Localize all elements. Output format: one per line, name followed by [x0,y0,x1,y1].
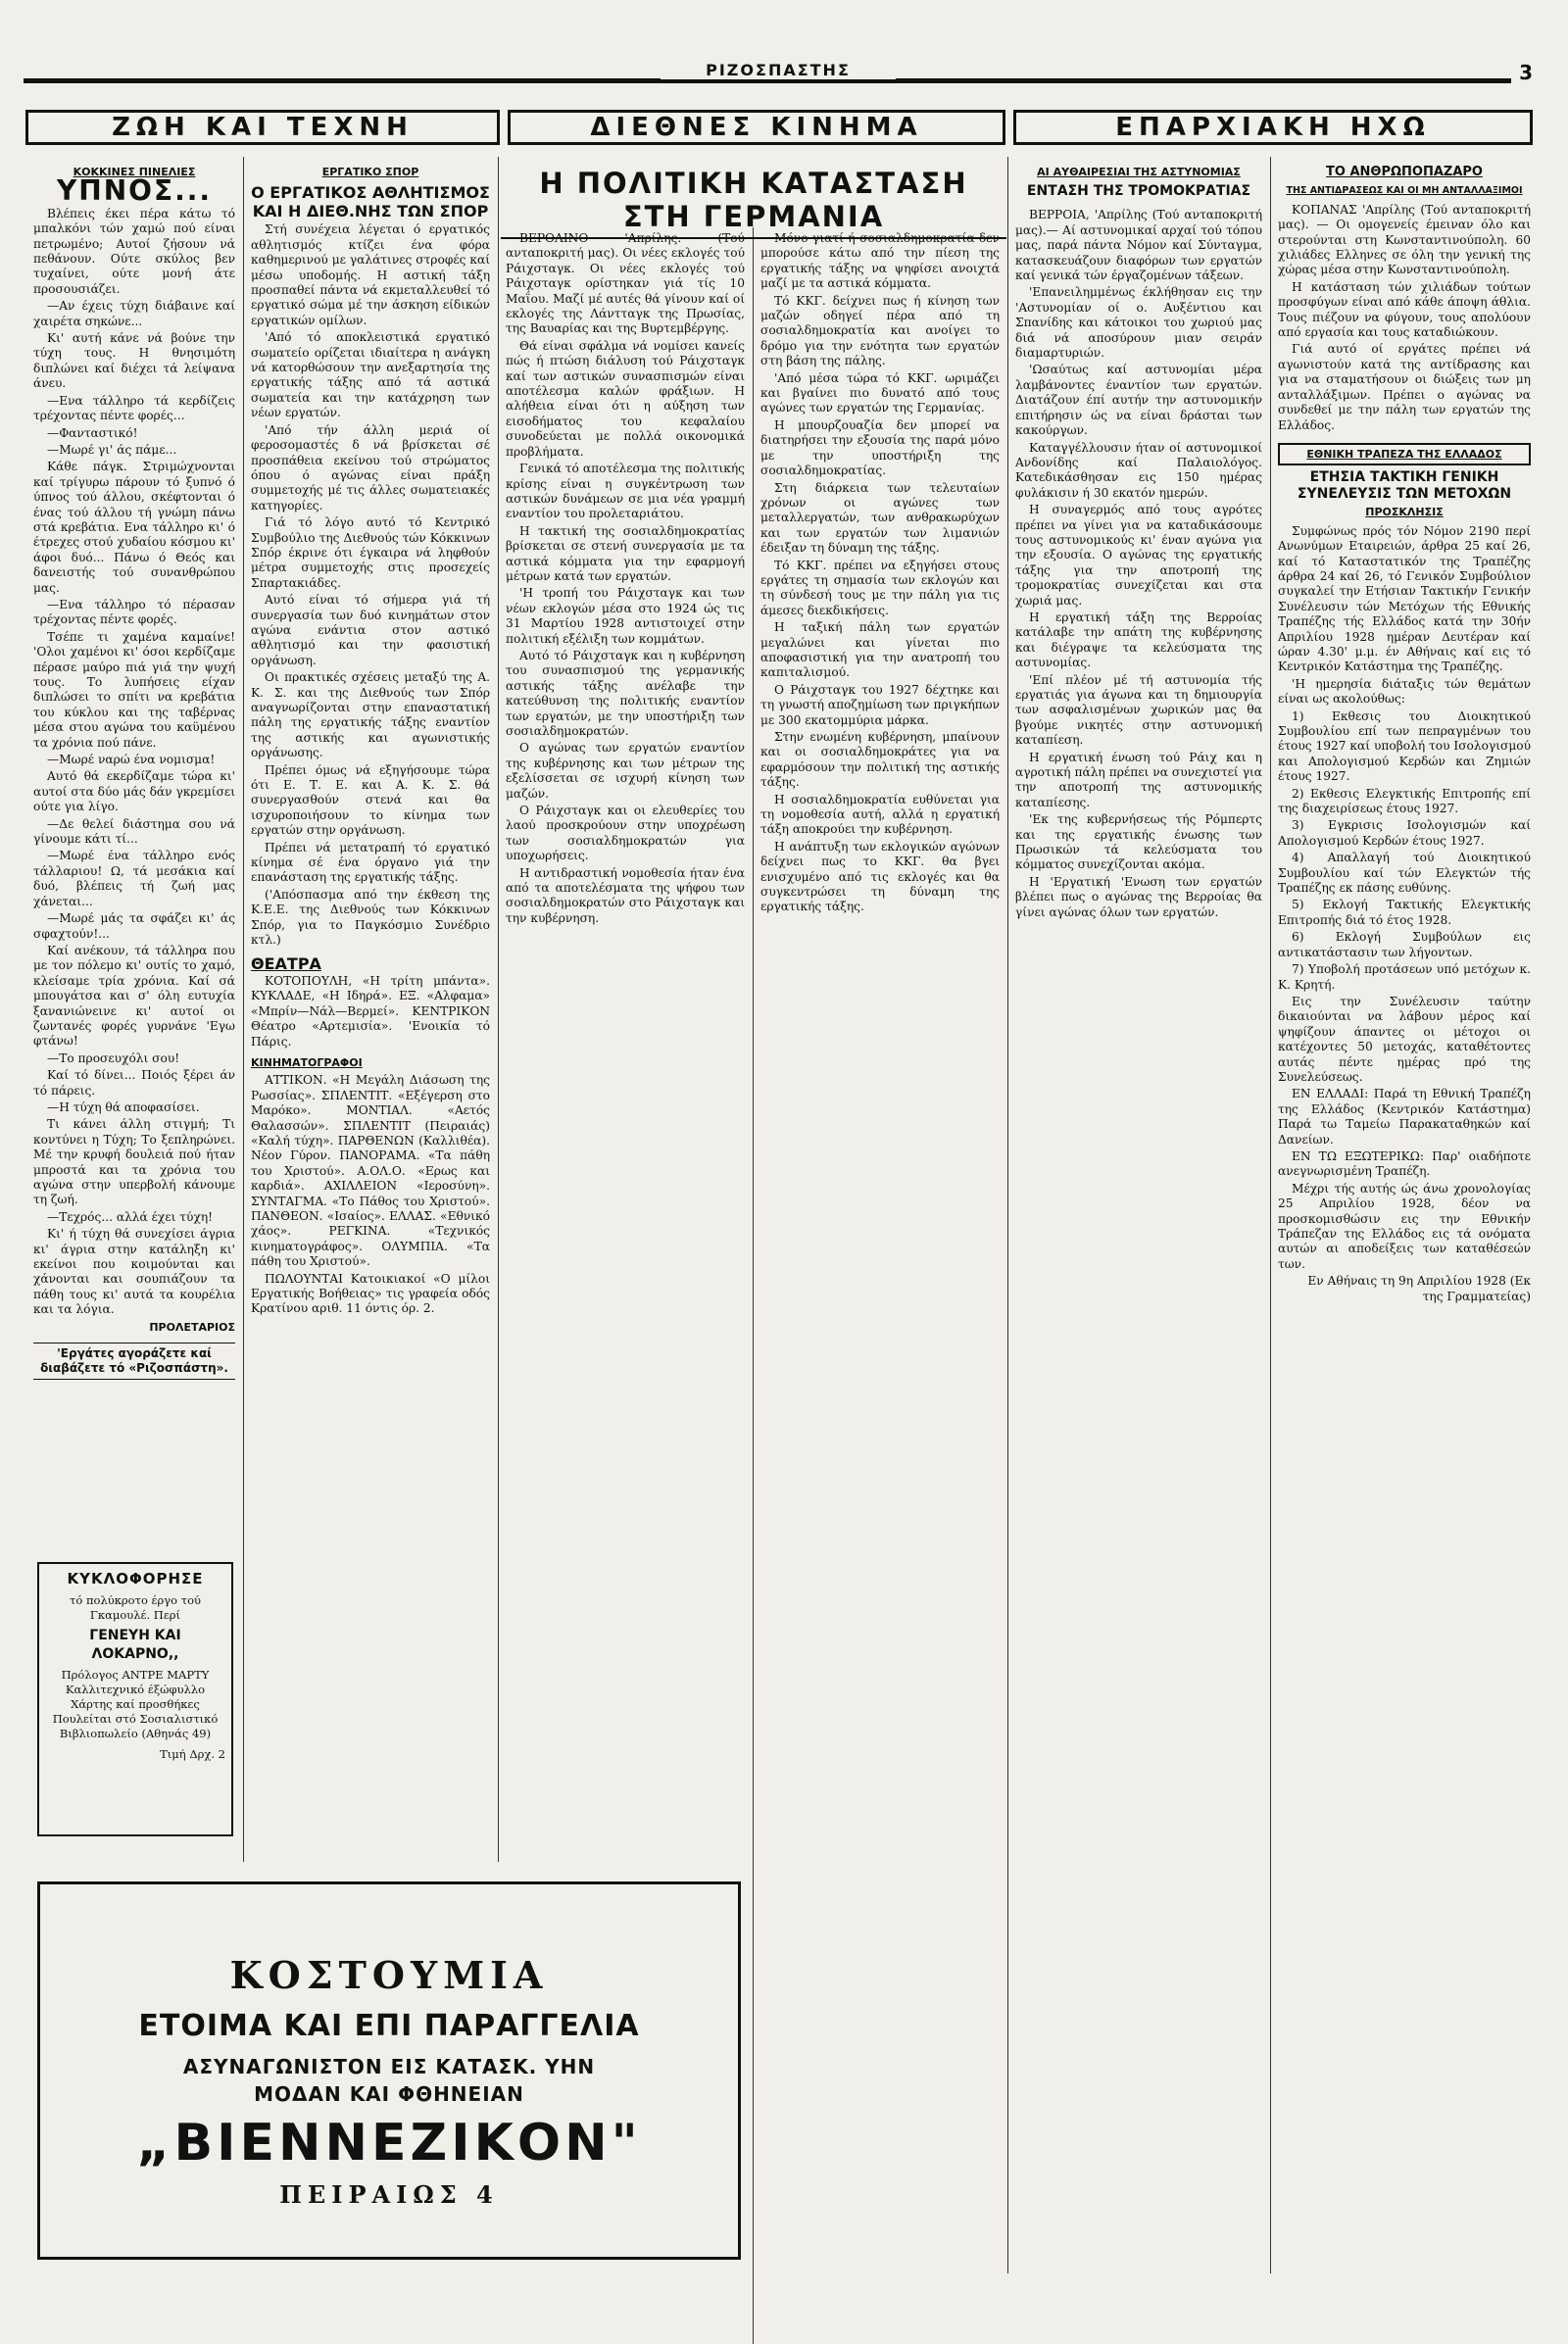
paragraph: —Ενα τάλληρο τά κερδίζεις τρέχοντας πέντε φορές... [33,393,235,423]
paragraph: Θά είναι σφάλμα νά νομίσει κανείς πώς ή πτώση διάλυση τού Ράιχσταγκ καί των αστικών συνασπισμών είναι αποτέλεσμα καλών φράξιων. Η αλήθεια είναι ότι η αύξηση των εισοδήματος του κεφαλαίου συνοδεύεται με πολλά οικονομικά προβλήματα. [506,338,745,459]
paragraph: Η σοσιαλδημοκρατία ευθύνεται για τη νομοθεσία αυτή, αλλά η εργατική τάξη αποκρούει την κυβέρνηση. [760,792,1000,837]
article-sleep [33,165,235,1556]
ad-text: Καλλιτεχνικό έξώφυλλο Χάρτης καί προσθήκες Πουλείται στό Σοσιαλιστικό Βιβλιοπωλείο (Αθηνάς 49) [52,1683,219,1740]
ad-line: ΑΣΥΝΑΓΩΝΙΣΤΟΝ ΕΙΣ ΚΑΤΑΣΚ. ΥΗΝ [182,2055,596,2078]
paragraph: Στη διάρκεια των τελευταίων χρόνων οι αγώνες των μεταλλεργατών, των ανθρακωρύχων και των εργατών των λιμανιών έδειξαν τη δύναμη της τάξης. [760,480,1000,556]
cinemas-listing: ΑΤΤΙΚΟΝ. «Η Μεγάλη Διάσωση της Ρωσσίας». ΣΠΛΕΝΤΙΤ. «Εξέγερση στο Μαρόκο». ΜΟΝΤΙΑΛ. «Αετός Θαλασσών». ΣΠΛΕΝΤΙΤ (Πειραιάς) «Καλή τύχη». ΠΑΡΘΕΝΩΝ (Καλλιθέα). Νέον Γύρον. ΠΑΝΟΡΑΜΑ. «Τα πάθη του Χριστού». Α.ΟΛ.Ο. «Ερως και καρδιά». ΑΧΙΛΛΕΙΟΝ «Ιεροσύνη». ΣΥΝΤΑΓΜΑ. «Το Πάθος του Χριστού». ΠΑΝΘΕΟΝ. «Ισαίος». ΕΛΛΑΣ. «Εθνικό χάος». ΡΕΓΚΙΝΑ. «Τεχνικός κινηματογράφος». ΟΛΥΜΠΙΑ. «Τα πάθη του Χριστού». [251,1073,490,1269]
paragraph: ΕΝ ΕΛΛΑΔΙ: Παρά τη Εθνική Τραπέζη της Ελλάδος (Κεντρικόν Κατάστημα) Παρά τω Ταμείω Παρακαταθηκών καί Δανείων. [1278,1087,1531,1147]
paragraph: —Ενα τάλληρο τό πέρασαν τρέχοντας πέντε φορές. [33,597,235,627]
paragraph: Η εργατική τάξη της Βερροίας κατάλαβε την απάτη της κυβέρνησης και διέγραψε τα κελεύσματα της αστυνομίας. [1015,610,1262,670]
article-kicker: ΚΟΚΚΙΝΕΣ ΠΙΝΕΛΙΕΣ [73,166,196,178]
paragraph: Η συναγερμός από τους αγρότες πρέπει να γίνει για να καταδικάσουμε τους αστυνομικούς κι' έναν αγώνα για την εξουσία. Ο αγώνας της εργατικής τάξης για την αποτροπή της τρομοκρατίας συνεχίζεται και στα χωριά μας. [1015,503,1262,608]
paragraph: 'Επί πλέον μέ τή αστυνομία τής εργατιάς για άγωνα και τη δημιουργία των ασφαλισμένων χωρικών μας θα βγούμε νικητές στην αστυνομική καταπίεση. [1015,672,1262,748]
paragraph: 'Επανειλημμένως έκλήθησαν εις την 'Αστυνομίαν οί ο. Αυξέντιου και Σπανίδης και κάτοικοι του χωριού μας διά νά αποσύρουν μιαν σειράν διαμαρτυριών. [1015,285,1262,361]
section-header-international-movement: ΔΙΕΘΝΕΣ ΚΙΝΗΜΑ [508,110,1005,145]
cinemas-heading: ΚΙΝΗΜΑΤΟΓΡΑΦΟΙ [251,1055,363,1069]
page-number: 3 [1511,61,1533,84]
column-divider [498,157,499,1862]
paragraph: Κι' αυτή κάνε νά βούνε την τύχη τους. Η θνησιμότη διπλώνει καί διέχει τά λείψανα άνευ. [33,331,235,391]
article-germany-part-2 [760,231,1000,2270]
agenda-item: 4) Απαλλαγή τού Διοικητικού Συμβουλίου καί τών Ελεγκτών τής Τραπέζης εκ πάσης ευθύνης. [1278,851,1531,896]
paragraph: Οι πρακτικές σχέσεις μεταξύ της Α. Κ. Σ. και της Διεθνούς των Σπόρ αναγνωρίζονται στην επαναστατική πάλη της εργατικής τάξης εναντίον της αστικής και αγωνιστικής οργάνωσης. [251,670,490,760]
paragraph: Η εργατική ένωση τού Ράιχ και η αγροτική πάλη πρέπει να συνεχιστεί για την αποτροπή της αστυνομικής καταπίεσης. [1015,750,1262,809]
column-divider [753,227,754,2344]
article-kicker: ΕΡΓΑΤΙΚΟ ΣΠΟΡ [321,166,419,178]
paragraph: —Μωρέ ναρώ ένα νομισμα! [47,753,216,767]
paragraph: Στή συνέχεια λέγεται ό εργατικός αθλητισμός κτίζει ένα φόρα καθημερινού με γαλάτινες στροφές καί μέσω υποδομής. Η αστική τάξη προσπαθεί πάντα νά εκμεταλλευθεί τό εργατικό σώμα μέ την άσκηση είδικών εργατικών ομίλων. [251,222,490,327]
paragraph: —Μωρέ ένα τάλληρο ενός τάλλαριου! Ω, τά μεσάκια καί δυό, βλέπεις τή ζωή μας χάνεται... [33,849,235,908]
masthead [24,61,1533,90]
paragraph: Αυτό θά εκερδίζαμε τώρα κι' αυτοί στα δύο μάς δάν γκρεμίσει ούτε για λίγο. [33,769,235,814]
paragraph: ΒΕΡΟΛΙΝΟ 'Απρίλης. (Τού ανταποκριτή μας). Οι νέες εκλογές τού Ράιχσταγκ. Οι νέες εκλογές τού Ράιχσταγκ ορίστηκαν γιά τίς 10 Μαΐου. Μαζί μέ αυτές θά γίνουν καί οί εκλογές της Λάντταγκ της Πρωσίας, της Βαυαρίας και της Βυρτεμβέργης. [506,231,745,336]
paragraph: Καί ανέκουν, τά τάλληρα που με τον πόλεμο κι' ουτίς το χαμό, κλείσαμε τρία χρόνια. Καί σά μπουγάτσα και σ' όλη ευτυχία ξανανιώνεινε κι' αυτοί οι ζωντανές φορές γυρνάνε 'Εγω φτάνω! [33,943,235,1049]
ad-line: ΜΟΔΑΝ ΚΑΙ ΦΘΗΝΕΙΑΝ [254,2082,524,2106]
paragraph: Η ανάπτυξη των εκλογικών αγώνων δείχνει πως το ΚΚΓ. θα βγει ενισχυμένο από τις εκλογές και θα συγκεντρώσει τη δύναμη της εργατικής τάξης. [760,839,1000,914]
theatres-listing: ΚΟΤΟΠΟΥΛΗ, «Η τρίτη μπάντα». ΚΥΚΛΑΔΕ, «Η Ιδηρά». ΕΞ. «Αλφαμα» «Μπρίν—Νάλ—Βερμεί». ΚΕΝΤΡΙΚΟΝ Θέατρο «Αρτεμισία». 'Ενοικία τό Πάρις. [251,973,490,1049]
paragraph: ('Απόσπασμα από την έκθεση της Κ.Ε.Ε. της Διεθνούς των Κόκκινων Σπόρ, για το Παγκόσμιο Συνέδριο κτλ.) [251,887,490,948]
paragraph: —Φανταστικό! [47,425,138,440]
paragraph: —Αν έχεις τύχη διάβαινε καί χαιρέτα σηκώνε... [33,299,235,328]
germany-headline: Η ΠΟΛΙΤΙΚΗ ΚΑΤΑΣΤΑΣΗ ΣΤΗ ΓΕΡΜΑΝΙΑ [501,167,1006,239]
paragraph: —Δε θελεί διάστημα σου νά γίνουμε κάτι τί... [33,816,235,847]
paragraph: Πρέπει νά μετατραπή τό εργατικό κίνημα σέ ένα όργανο γιά την επανάσταση της εργατικής τάξης. [251,840,490,885]
article-kicker: ΑΙ ΑΥΘΑΙΡΕΣΙΑΙ ΤΗΣ ΑΣΤΥΝΟΜΙΑΣ [1037,166,1241,178]
paragraph: Εις την Συνέλευσιν ταύτην δικαιούνται να λάβουν μέρος καί ψηφίζουν άπαντες οι μέτοχοι οι κατέχοντες 50 μετοχάς, καταθέτοντες αυτάς πέντε ημέρας πρό της Συνελεύσεως. [1278,994,1531,1084]
paragraph: —Μωρέ μάς τα σφάζει κι' άς σφαχτούν!... [33,911,235,941]
paragraph: Αυτό τό Ράιχσταγκ και η κυβέρνηση του συνασπισμού της γερμανικής αστικής τάξης ανέλαβε την κατεύθυνση της πολιτικής εναντίον των εργατών, με την υποστήριξη των σοσιαλδημοκρατών. [506,648,745,738]
agenda-item: 6) Εκλογή Συμβούλων εις αντικατάστασιν των λήγοντων. [1278,930,1531,959]
bank-subtitle: ΠΡΟΣΚΛΗΣΙΣ [1365,506,1444,519]
paragraph: Καί τό δίνει... Ποιός ξέρει άν τό πάρεις. [33,1068,235,1098]
ad-book-title: ΓΕΝΕΥΗ ΚΑΙ ΛΟΚΑΡΝΟ,, [89,1628,181,1662]
agenda-item: 5) Εκλογή Τακτικής Ελεγκτικής Επιτροπής διά τό έτος 1928. [1278,898,1531,927]
paragraph: 'Ωσαύτως καί αστυνομίαι μέρα λαμβάνοντες έναντίον των εργατών. Διατάζουν έπί αυτήν την αστυνομικήν επιτήρησιν ώς να είναι δράσται των κακούργων. [1015,363,1262,438]
paragraph: Η 'Εργατική 'Ενωση των εργατών βλέπει πως ο αγώνας της Βερροίας θα γίνει αγώνας όλων των εργατών. [1015,874,1262,919]
article-germany-part-1 [506,231,745,1878]
agenda-item: 2) Εκθεσις Ελεγκτικής Επιτροπής επί της διαχειρίσεως έτους 1927. [1278,786,1531,816]
article-police-terror [1015,165,1262,2262]
sale-notice: ΠΩΛΟΥΝΤΑΙ Κατοικιακοί «Ο μίλοι Εργατικής Βοήθειας» τις γραφεία οδός Κρατίνου αριθ. 11 όντις όρ. 2. [251,1271,490,1316]
paragraph: Στην ενωμένη κυβέρνηση, μπαίνουν και οι σοσιαλδημοκράτες για να εφαρμόσουν την πολιτική της αστικής τάξης. [760,730,1000,790]
paragraph: 'Η ημερησία διάταξις τών θεμάτων είναι ως ακολούθως: [1278,676,1531,707]
column-divider [1270,157,1271,2273]
paragraph: Η μπουρζουαζία δεν μπορεί να διατηρήσει την εξουσία της παρά μόνο με την υποστήριξη της σοσιαλδημοκρατίας. [760,417,1000,478]
agenda-item: 7) Υποβολή προτάσεων υπό μετόχων κ. Κ. Κρητή. [1278,962,1531,992]
column-divider [1007,157,1008,2273]
ad-line: ΕΤΟΙΜΑ ΚΑΙ ΕΠΙ ΠΑΡΑΓΓΕΛΙΑ [138,2009,640,2043]
ad-headline: ΚΟΣΤΟΥΜΙΑ [229,1953,549,1997]
ad-text: τό πολύκροτο έργο τού Γκαμουλέ. Περί [70,1593,201,1622]
article-title: ΕΝΤΑΣΗ ΤΗΣ ΤΡΟΜΟΚΡΑΤΙΑΣ [1026,183,1251,200]
ad-address: ΠΕΙΡΑΙΩΣ 4 [279,2180,499,2209]
paragraph: Κάθε πάγκ. Στριμώχνονται καί τρίγυρω πάρουν τό ξυπνό ό ύπνος τού άλλου, σκέφτονται ό ένας τού άλλου τή γνώμη πάνω στά κρεβάτια. Ενα τάλληρο κι' ό έτρεχες στού χυδαίου κόσμου κι' άφοι δυό... Πάνω ό Θεός και δανειστής τού συνανθρώπου μας. [33,460,235,595]
paragraph: ΒΕΡΡΟΙΑ, 'Απρίλης (Τού ανταποκριτή μας).— Αί αστυνομικαί αρχαί τού τόπου μας, παρά πάντα Νόμον καί Σύνταγμα, κατασκευάζουν διαφόρων των εργατών καί γενικά τών έργαζομένων τάξεων. [1015,208,1262,283]
article-kicker: ΤΟ ΑΝΘΡΩΠΟΠΑΖΑΡΟ [1326,165,1483,179]
bank-kicker: ΕΘΝΙΚΗ ΤΡΑΠΕΖΑ ΤΗΣ ΕΛΛΑΔΟΣ [1278,443,1531,465]
paragraph: —Μωρέ γι' άς πάμε... [47,442,177,457]
column-divider [243,157,244,1862]
reader-notice: 'Εργάτες αγοράζετε καί διαβάζετε τό «Ριζοσπάστη». [33,1343,235,1380]
paragraph: 'Η τροπή του Ράιχσταγκ και των νέων εκλογών μέσα στο 1924 ώς τις 31 Μαρτίου 1928 αντιστοιχεί στην πολιτική εξέλιξη των κομμάτων. [506,586,745,646]
ad-brand: „ΒΙΕΝΝΕΖΙΚΟΝ" [136,2114,642,2173]
paragraph: Ο Ράιχσταγκ και οι ελευθερίες του λαού προσκρούουν στην υποχρέωση των σοσιαλδημοκρατών για υποχωρήσεις. [506,804,745,863]
paragraph: Η ταξική πάλη των εργατών μεγαλώνει και γίνεται πιο αποφασιστική για την ανατροπή του καπιταλισμού. [760,620,1000,680]
theatres-heading: ΘΕΑΤΡΑ [251,953,321,973]
paragraph: 'Εκ της κυβερνήσεως τής Ρόμπερτς και της εργατικής ένωσης των Πρωσικών τά κελεύσματα του κόμματος συνεχίζονται ακόμα. [1015,812,1262,872]
paragraph: —Το προσευχόλι σου! [47,1050,180,1065]
paragraph: Τι κάνει άλλη στιγμή; Τι κοντύνει η Τύχη; Το ξεπληρώνει. Μέ την κρυφή δουλειά πού ήταν μπροστά και τα χρόνια του αγώνα στην υπερβολή κάνουμε τη ζωή. [33,1117,235,1207]
paragraph: Τσέπε τι χαμένα καμαίνε! 'Ολοι χαμένοι κι' όσοι κερδίζαμε πέρασε μαύρο πιά γιά την ψυχή τους. Το λυπήσεις είχαν διπλώσει το σπίτι να κρεβάτια του κύκλου και της ταβέρνας μέσα στου αγώνα του καϋμένου τα χρόνια πού πάνε. [33,629,235,750]
paragraph: Μόνο γιατί ή σοσιαλδημοκρατία δεν μπορούσε κάτω από την πίεση της εργατικής τάξης να ψηφίσει ανοιχτά μαζί με τα αστικά κόμματα. [760,231,1000,291]
paragraph: —Τεχρός... αλλά έχει τύχη! [47,1209,214,1224]
paragraph: Καταγγέλλουσιν ήταν οί αστυνομικοί Ανδονίδης καί Παλαιολόγος. Κατεδικάσθησαν εις 150 ημέρας φυλάκισιν ή 30 εκατόν ημερών. [1015,440,1262,500]
book-advertisement [37,1562,233,1836]
paragraph: Τό ΚΚΓ. πρέπει να εξηγήσει στους εργάτες τη σημασία των εκλογών και τη σύνδεσή τους με την πάλη για τις άμεσες διεκδικήσεις. [760,558,1000,617]
paragraph: Πρέπει όμως νά εξηγήσουμε τώρα ότι Ε. Τ. Ε. και Α. Κ. Σ. θά συνεργασθούν στενά και θα ισχυροποιήσουν το κίνημα των εργατών στην οργάνωση. [251,762,490,838]
bank-title: ΕΤΗΣΙΑ ΤΑΚΤΙΚΗ ΓΕΝΙΚΗ ΣΥΝΕΛΕΥΣΙΣ ΤΩΝ ΜΕΤΟΧΩΝ [1297,469,1512,503]
paragraph: Γιά αυτό οί εργάτες πρέπει νά αγωνιστούν κατά της αντίδρασης και για να σταματήσουν οι διώξεις των μη ανταλλάξιμων. Πρέπει ο αγώνας να συνδεθεί με την πάλη των εργατών της Ελλάδος. [1278,342,1531,432]
paragraph: —Η τύχη θά αποφασίσει. [47,1099,200,1114]
article-human-bazaar [1278,165,1531,2262]
paragraph: Η αντιδραστική νομοθεσία ήταν ένα από τα αποτελέσματα της ψήφου των σοσιαλδημοκρατών στο Ράιχσταγκ και την κυβέρνηση. [506,865,745,925]
signature: Εν Αθήναις τη 9η Απριλίου 1928 (Εκ της Γραμματείας) [1307,1274,1531,1303]
paragraph: Η τακτική της σοσιαλδημοκρατίας βρίσκεται σε στενή συνεργασία με τα αστικά κόμματα για την εφαρμογή μέτρων κατά των εργατών. [506,523,745,583]
article-title: ΥΠΝΟΣ... [57,174,212,208]
author-signature: ΠΡΟΛΕΤΑΡΙΟΣ [149,1320,235,1334]
paragraph: 'Από τήν άλλη μεριά οί φεροσομαστές δ νά βρίσκεται σέ προσπάθεια εκείνου τού στρώματος όπου ό αγώνας είναι πράξη συμμετοχής μέ τις άλλες σωματειακές κατηγορίες. [251,422,490,513]
article-workers-sport [251,165,490,1850]
paragraph: ΕΝ ΤΩ ΕΞΩΤΕΡΙΚΩ: Παρ' οιαδήποτε ανεγνωρισμένη Τραπέζη. [1278,1148,1531,1179]
paragraph: Βλέπεις έκει πέρα κάτω τό μπαλκόνι τών χαμώ πού είναι πετρωμένο; Αυτοί ζήσουν νά πεθάνουν. Ούτε σκύλος βεν τυχαίνει, ούτε μονή άτε προσουσιάζει. [33,206,235,296]
newspaper-title: ΡΙΖΟΣΠΑΣΤΗΣ [661,61,896,79]
agenda-item: 3) Εγκρισις Ισολογισμών καί Απολογισμού Κερδών έτους 1927. [1278,818,1531,848]
ad-title: ΚΥΚΛΟΦΟΡΗΣΕ [67,1570,204,1587]
paragraph: 'Από μέσα τώρα τό ΚΚΓ. ωριμάζει και βγαίνει πιο δυνατό από τους αγώνες των εργατών της Γερμανίας. [760,370,1000,415]
paragraph: ΚΟΠΑΝΑΣ 'Απρίλης (Τού ανταποκριτή μας). — Οι ομογενείς έμειναν όλο και στερούνται στη Κωνσταντινούπολη. 60 χιλιάδες Ελληνες σε όλη την γενική της χώρας μέσα στην Κωνσταντινούπολη. [1278,202,1531,277]
paragraph: Γενικά τό αποτέλεσμα της πολιτικής κρίσης είναι η συγκέντρωση των αστικών δυνάμεων σε μια νέα γραμμή εναντίον του προλεταριάτου. [506,462,745,521]
suits-advertisement [37,1881,741,2260]
paragraph: Γιά τό λόγο αυτό τό Κεντρικό Συμβούλιο της Διεθνούς τών Κόκκινων Σπόρ έκρινε ότι έγκαιρα νά ληφθούν μέτρα συμμετοχής στις προσεχείς Σπαρτακιάδες. [251,515,490,590]
paragraph: Κι' ή τύχη θά συνεχίσει άγρια κι' άγρια στην κατάληξη κι' εκείνοι που κοιμούνται και χάνονται και σουπιάζουν τα πάθη τους κι' αυτά τα κουρέλια και τα λόγια. [33,1227,235,1317]
ad-text: Πρόλογος ΑΝΤΡΕ ΜΑΡΤΥ [61,1668,210,1682]
section-header-life-and-art: ΖΩΗ ΚΑΙ ΤΕΧΝΗ [25,110,500,145]
paragraph: 'Από τό αποκλειστικά εργατικό σωματείο ορίζεται ιδιαίτερα η ανάγκη νά κατορθώσουν την ανεξαρτησία της εργατικής τάξης από τά αστικά σωματεία και την κατάχρηση των νέων εργατών. [251,330,490,420]
paragraph: Τό ΚΚΓ. δείχνει πως ή κίνηση των μαζών οδηγεί πέρα από τη σοσιαλδημοκρατία και ανοίγει το δρόμο για την ενότητα των εργατών στη βάση της πάλης. [760,293,1000,368]
paragraph: Μέχρι τής αυτής ώς άνω χρονολογίας 25 Απριλίου 1928, δέον να προσκομισθώσιν εις την Εθνικήν Τράπεζαν της Ελλάδος εις τά ονόματα αυτών αι αποδείξεις των καταθέσεών των. [1278,1181,1531,1271]
paragraph: Ο αγώνας των εργατών εναντίον της κυβέρνησης και των μέτρων της εξελίσσεται σε ισχυρή κίνηση των μαζών. [506,741,745,801]
ad-price: Τιμή Δρχ. 2 [160,1747,225,1761]
paragraph: Ο Ράιχσταγκ του 1927 δέχτηκε και τη γνωστή αποζημίωση των πριγκήπων με 300 εκατομμύρια μάρκα. [760,682,1000,727]
paragraph: Η κατάσταση τών χιλιάδων τούτων προσφύγων είναι από κάθε άποψη άθλια. Τους πιέζουν να φύγουν, τους απολύουν από εργασία και τους καταδιώκουν. [1278,279,1531,340]
paragraph: Συμφώνως πρός τόν Νόμον 2190 περί Ανωνύμων Εταιρειών, άρθρα 25 καί 26, καί τό Καταστατικόν της Τραπέζης άρθρα 24 καί 26, τό Γενικόν Συμβούλιον συγκαλεί την Ετήσιαν Τακτικήν Γενικήν Συνέλευσιν τών Μετόχων τής Εθνικής Τραπέζης τής Ελλάδος κατά την 30ήν Απριλίου 1928 ημέραν Δευτέραν καί ώραν 4.30' μ.μ. έν Αθήναις καί εις τό Κεντρικόν Κατάστημα της Τραπέζης. [1278,523,1531,674]
paragraph: Αυτό είναι τό σήμερα γιά τή συνεργασία των δυό κινημάτων στον αγώνα ενάντια στον αστικό αθλητισμό και την φασιστική οργάνωση. [251,593,490,667]
article-subkicker: ΤΗΣ ΑΝΤΙΔΡΑΣΕΩΣ ΚΑΙ ΟΙ ΜΗ ΑΝΤΑΛΛΑΞΙΜΟΙ [1286,185,1523,197]
article-title: Ο ΕΡΓΑΤΙΚΟΣ ΑΘΛΗΤΙΣΜΟΣ ΚΑΙ Η ΔΙΕΘ.ΝΗΣ ΤΩΝ ΣΠΟΡ [251,183,490,221]
section-header-provincial-echo: ΕΠΑΡΧΙΑΚΗ ΗΧΩ [1013,110,1533,145]
agenda-item: 1) Εκθεσις του Διοικητικού Συμβουλίου επί των πεπραγμένων του έτους 1927 καί υποβολή του Ισολογισμού και Απολογισμού Κερδών και Ζημιών έτους 1927. [1278,708,1531,784]
